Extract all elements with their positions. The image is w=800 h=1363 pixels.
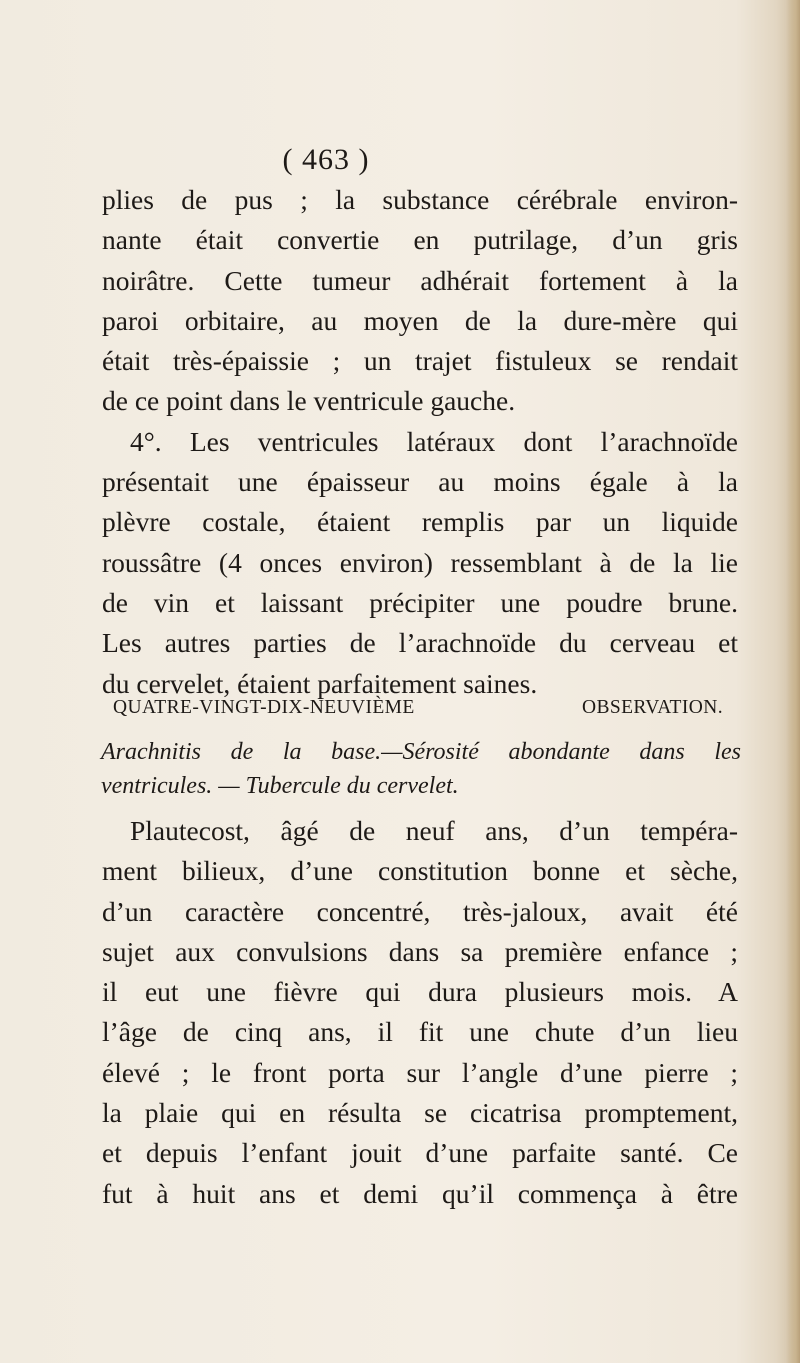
text-line: nante était convertie en putrilage, d’un gris — [102, 224, 738, 256]
text-line: la plaie qui en résulta se cicatrisa promptement, — [102, 1097, 738, 1129]
text-line: plies de pus ; la substance cérébrale environ- — [102, 184, 738, 215]
text-block-bottom — [102, 811, 738, 1214]
text-line: présentait une épaisseur au moins égale à la — [102, 466, 738, 498]
text-line: de ce point dans le ventricule gauche. — [102, 385, 516, 417]
text-line: Les autres parties de l’arachnoïde du cerveau et — [102, 627, 738, 659]
text-line: plèvre costale, étaient remplis par un liquide — [102, 506, 738, 538]
subtitle-line: Arachnitis de la base.—Sérosité abondante dans les — [101, 739, 741, 765]
text-line: Plautecost, âgé de neuf ans, d’un tempéra- — [130, 815, 738, 846]
text-line: de vin et laissant précipiter une poudre brune. — [102, 586, 738, 618]
subtitle-line: ventricules. — Tubercule du cervelet. — [101, 773, 459, 799]
text-line: fut à huit ans et demi qu’il commença à être — [102, 1177, 738, 1209]
text-line: 4°. Les ventricules latéraux dont l’arachnoïde — [130, 425, 738, 457]
page-edge-shadow — [786, 0, 800, 1363]
text-line: sujet aux convulsions dans sa première enfance ; — [102, 935, 738, 967]
text-line: du cervelet, étaient parfaitement saines. — [102, 667, 538, 699]
text-line: paroi orbitaire, au moyen de la dure-mère qui — [102, 304, 738, 336]
observation-subtitle — [101, 735, 741, 803]
page-number: ( 463 ) — [282, 143, 370, 176]
text-line: l’âge de cinq ans, il fit une chute d’un lieu — [102, 1016, 738, 1048]
text-line: et depuis l’enfant jouit d’une parfaite santé. Ce — [102, 1137, 738, 1169]
text-block-top — [102, 180, 738, 704]
text-line: noirâtre. Cette tumeur adhérait fortement à la — [102, 264, 738, 296]
text-line: d’un caractère concentré, très-jaloux, avait été — [102, 895, 738, 927]
text-line: il eut une fièvre qui dura plusieurs mois. A — [102, 976, 738, 1008]
text-line: roussâtre (4 onces environ) ressemblant à de la lie — [102, 546, 738, 578]
text-line: était très-épaissie ; un trajet fistuleux se rendait — [102, 345, 738, 377]
observation-title: QUATRE-VINGT-DIX-NEUVIÈME OBSERVATION. — [113, 697, 723, 718]
text-line: ment bilieux, d’une constitution bonne et sèche, — [102, 855, 738, 887]
text-line: élevé ; le front porta sur l’angle d’une pierre ; — [102, 1056, 738, 1088]
